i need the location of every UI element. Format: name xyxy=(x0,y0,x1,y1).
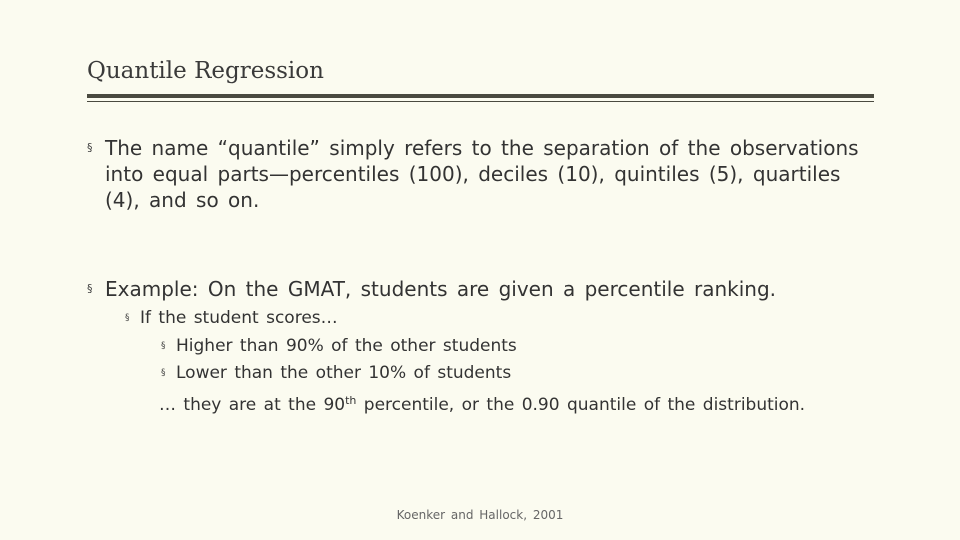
bullet-block-1 xyxy=(87,135,867,213)
citation: Koenker and Hallock, 2001 xyxy=(396,508,564,522)
conclusion-prefix: … they are at the 90 xyxy=(159,395,346,415)
sub-bullet-item xyxy=(125,307,338,329)
bullet-marker-icon: § xyxy=(87,141,93,154)
bullet-text: The name “quantile” simply refers to the separation of the observations into equal parts—percentiles (100), deciles (10), quintiles (5), quartiles (4), and so on. xyxy=(105,136,859,212)
bullet-marker-icon: § xyxy=(87,282,93,295)
sub-sub-bullet-item xyxy=(161,362,511,384)
bullet-marker-icon: § xyxy=(161,368,166,378)
bullet-marker-icon: § xyxy=(125,313,130,323)
bullet-marker-icon: § xyxy=(161,341,166,351)
sub-sub-bullet-text: Higher than 90% of the other students xyxy=(176,336,517,356)
bullet-item xyxy=(87,276,867,302)
bullet-block-2 xyxy=(87,276,867,302)
conclusion-line xyxy=(159,390,805,416)
bullet-text: Example: On the GMAT, students are given a percentile ranking. xyxy=(105,277,777,301)
sub-bullet-text: If the student scores… xyxy=(140,308,338,328)
bullet-item xyxy=(87,135,867,213)
conclusion-suffix: percentile, or the 0.90 quantile of the distribution. xyxy=(356,395,806,415)
sub-sub-bullet-text: Lower than the other 10% of students xyxy=(176,363,512,383)
sub-sub-bullet-item xyxy=(161,335,517,357)
title-rule-thick xyxy=(87,94,874,98)
conclusion-superscript: th xyxy=(345,394,357,407)
title-rule-thin xyxy=(87,101,874,102)
slide-title: Quantile Regression xyxy=(87,58,324,84)
